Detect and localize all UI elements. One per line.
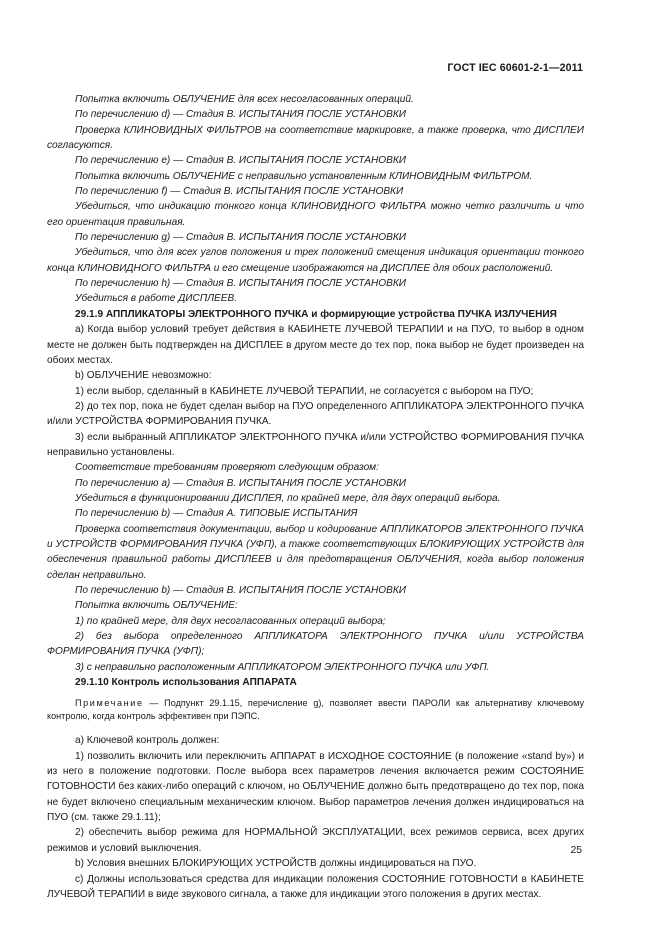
paragraph: Проверка соответствия документации, выбор и кодирование АППЛИКАТОРОВ ЭЛЕКТРОННОГО ПУЧКА и УСТРОЙСТВ ФОРМИРОВАНИЯ ПУЧКА (УФП), а также соответствующих БЛОКИРУЮЩИХ УСТРОЙСТВ для обеспечения правильной работы ДИСПЛЕЕВ и для предотвращения ОБЛУЧЕНИЯ, когда выбор положения сделан неправильно. bbox=[47, 523, 584, 581]
paragraph: 1) по крайней мере, для двух несогласованных операций выбора; bbox=[75, 615, 386, 627]
paragraph: 1) позволить включить или переключить АППАРАТ в ИСХОДНОЕ СОСТОЯНИЕ (в положение «stand by») и из него в положение подготовки. После выбора всех параметров лечения включается режим СОСТОЯНИЕ ГОТОВНОСТИ без каких-либо операций с ключом, но ОБЛУЧЕНИЕ должно быть предотвращено до тех пор, пока не будет включено специальным механическим ключом. Выбор параметров лечения должен индицироваться на ПУО (см. также 29.1.11); bbox=[47, 750, 584, 824]
paragraph-group-key-control bbox=[47, 733, 584, 902]
paragraph: Убедиться, что индикацию тонкого конца КЛИНОВИДНОГО ФИЛЬТРА можно четко различить и что его ориентация правильная. bbox=[47, 201, 584, 228]
paragraph: Попытка включить ОБЛУЧЕНИЕ с неправильно установленным КЛИНОВИДНЫМ ФИЛЬТРОМ. bbox=[75, 170, 533, 182]
paragraph: Убедиться в работе ДИСПЛЕЕВ. bbox=[75, 293, 238, 305]
paragraph: 3) если выбранный АППЛИКАТОР ЭЛЕКТРОННОГО ПУЧКА и/или УСТРОЙСТВО ФОРМИРОВАНИЯ ПУЧКА неправильно установлены. bbox=[47, 431, 584, 458]
paragraph: По перечислению а) — Стадия В. ИСПЫТАНИЯ ПОСЛЕ УСТАНОВКИ bbox=[75, 477, 407, 489]
paragraph-group-main bbox=[47, 92, 584, 690]
paragraph: Проверка КЛИНОВИДНЫХ ФИЛЬТРОВ на соответствие маркировке, а также проверка, что ДИСПЛЕИ согласуются. bbox=[47, 124, 584, 152]
paragraph: Попытка включить ОБЛУЧЕНИЕ для всех несогласованных операций. bbox=[75, 94, 414, 105]
paragraph: По перечислению е) — Стадия В. ИСПЫТАНИЯ ПОСЛЕ УСТАНОВКИ bbox=[75, 155, 407, 167]
note-text: — Подпункт 29.1.15, перечисление g), позволяет ввести ПАРОЛИ как альтернативу ключевому контролю, когда контроль эффективен при ПЭПС. bbox=[47, 698, 584, 722]
paragraph: b) Условия внешних БЛОКИРУЮЩИХ УСТРОЙСТВ должны индицироваться на ПУО. bbox=[75, 858, 477, 870]
paragraph: Убедиться в функционировании ДИСПЛЕЯ, по крайней мере, для двух операций выбора. bbox=[75, 492, 501, 504]
paragraph: 2) до тех пор, пока не будет сделан выбор на ПУО определенного АППЛИКАТОРА ЭЛЕКТРОННОГО ПУЧКА и/или УСТРОЙСТВА ФОРМИРОВАНИЯ ПУЧКА. bbox=[47, 400, 584, 428]
page-number: 25 bbox=[570, 845, 582, 856]
standard-code-header: ГОСТ IEC 60601-2-1—2011 bbox=[447, 62, 583, 74]
paragraph: Соответствие требованиям проверяют следующим образом: bbox=[75, 462, 379, 474]
note-label: Примечание bbox=[75, 698, 144, 709]
paragraph: 1) если выбор, сделанный в КАБИНЕТЕ ЛУЧЕВОЙ ТЕРАПИИ, не согласуется с выбором на ПУО; bbox=[75, 385, 534, 397]
section-heading: 29.1.9 АППЛИКАТОРЫ ЭЛЕКТРОННОГО ПУЧКА и формирующие устройства ПУЧКА ИЗЛУЧЕНИЯ bbox=[75, 308, 557, 320]
paragraph: с) Должны использоваться средства для индикации положения СОСТОЯНИЕ ГОТОВНОСТИ в КАБИНЕТЕ ЛУЧЕВОЙ ТЕРАПИИ в виде звукового сигнала, а также для индикации этого положения в других местах. bbox=[47, 873, 584, 900]
paragraph: По перечислению f) — Стадия В. ИСПЫТАНИЯ ПОСЛЕ УСТАНОВКИ bbox=[75, 186, 404, 198]
paragraph: 3) с неправильно расположенным АППЛИКАТОРОМ ЭЛЕКТРОННОГО ПУЧКА или УФП. bbox=[75, 661, 490, 673]
paragraph: По перечислению b) — Стадия А. ТИПОВЫЕ ИСПЫТАНИЯ bbox=[75, 508, 358, 520]
paragraph: а) Ключевой контроль должен: bbox=[75, 735, 220, 747]
paragraph: По перечислению b) — Стадия В. ИСПЫТАНИЯ ПОСЛЕ УСТАНОВКИ bbox=[75, 585, 407, 596]
paragraph: Попытка включить ОБЛУЧЕНИЕ: bbox=[75, 600, 238, 612]
paragraph: По перечислению g) — Стадия В. ИСПЫТАНИЯ ПОСЛЕ УСТАНОВКИ bbox=[75, 232, 407, 244]
paragraph: Убедиться, что для всех углов положения и трех положений смещения индикация ориентации тонкого конца КЛИНОВИДНОГО ФИЛЬТРА и его смещение изображаются на ДИСПЛЕЕ для обоих расположений. bbox=[47, 247, 584, 274]
paragraph: b) ОБЛУЧЕНИЕ невозможно: bbox=[75, 370, 212, 382]
paragraph: 2) обеспечить выбор режима для НОРМАЛЬНОЙ ЭКСПЛУАТАЦИИ, всех режимов сервиса, всех других режимов и условий выключения. bbox=[47, 827, 584, 854]
document-body bbox=[47, 92, 584, 902]
paragraph: По перечислению d) — Стадия В. ИСПЫТАНИЯ ПОСЛЕ УСТАНОВКИ bbox=[75, 109, 407, 121]
paragraph: По перечислению h) — Стадия В. ИСПЫТАНИЯ ПОСЛЕ УСТАНОВКИ bbox=[75, 278, 407, 290]
paragraph: 2) без выбора определенного АППЛИКАТОРА ЭЛЕКТРОННОГО ПУЧКА и/или УСТРОЙСТВА ФОРМИРОВАНИЯ ПУЧКА (УФП); bbox=[47, 631, 584, 658]
paragraph: а) Когда выбор условий требует действия в КАБИНЕТЕ ЛУЧЕВОЙ ТЕРАПИИ и на ПУО, то выбор в одном месте не должен быть подтвержден на ДИСПЛЕЕ в другом месте до тех пор, пока выбор не будет произведен на обоих местах. bbox=[47, 324, 584, 366]
note-paragraph bbox=[47, 697, 584, 723]
section-heading: 29.1.10 Контроль использования АППАРАТА bbox=[75, 677, 297, 689]
